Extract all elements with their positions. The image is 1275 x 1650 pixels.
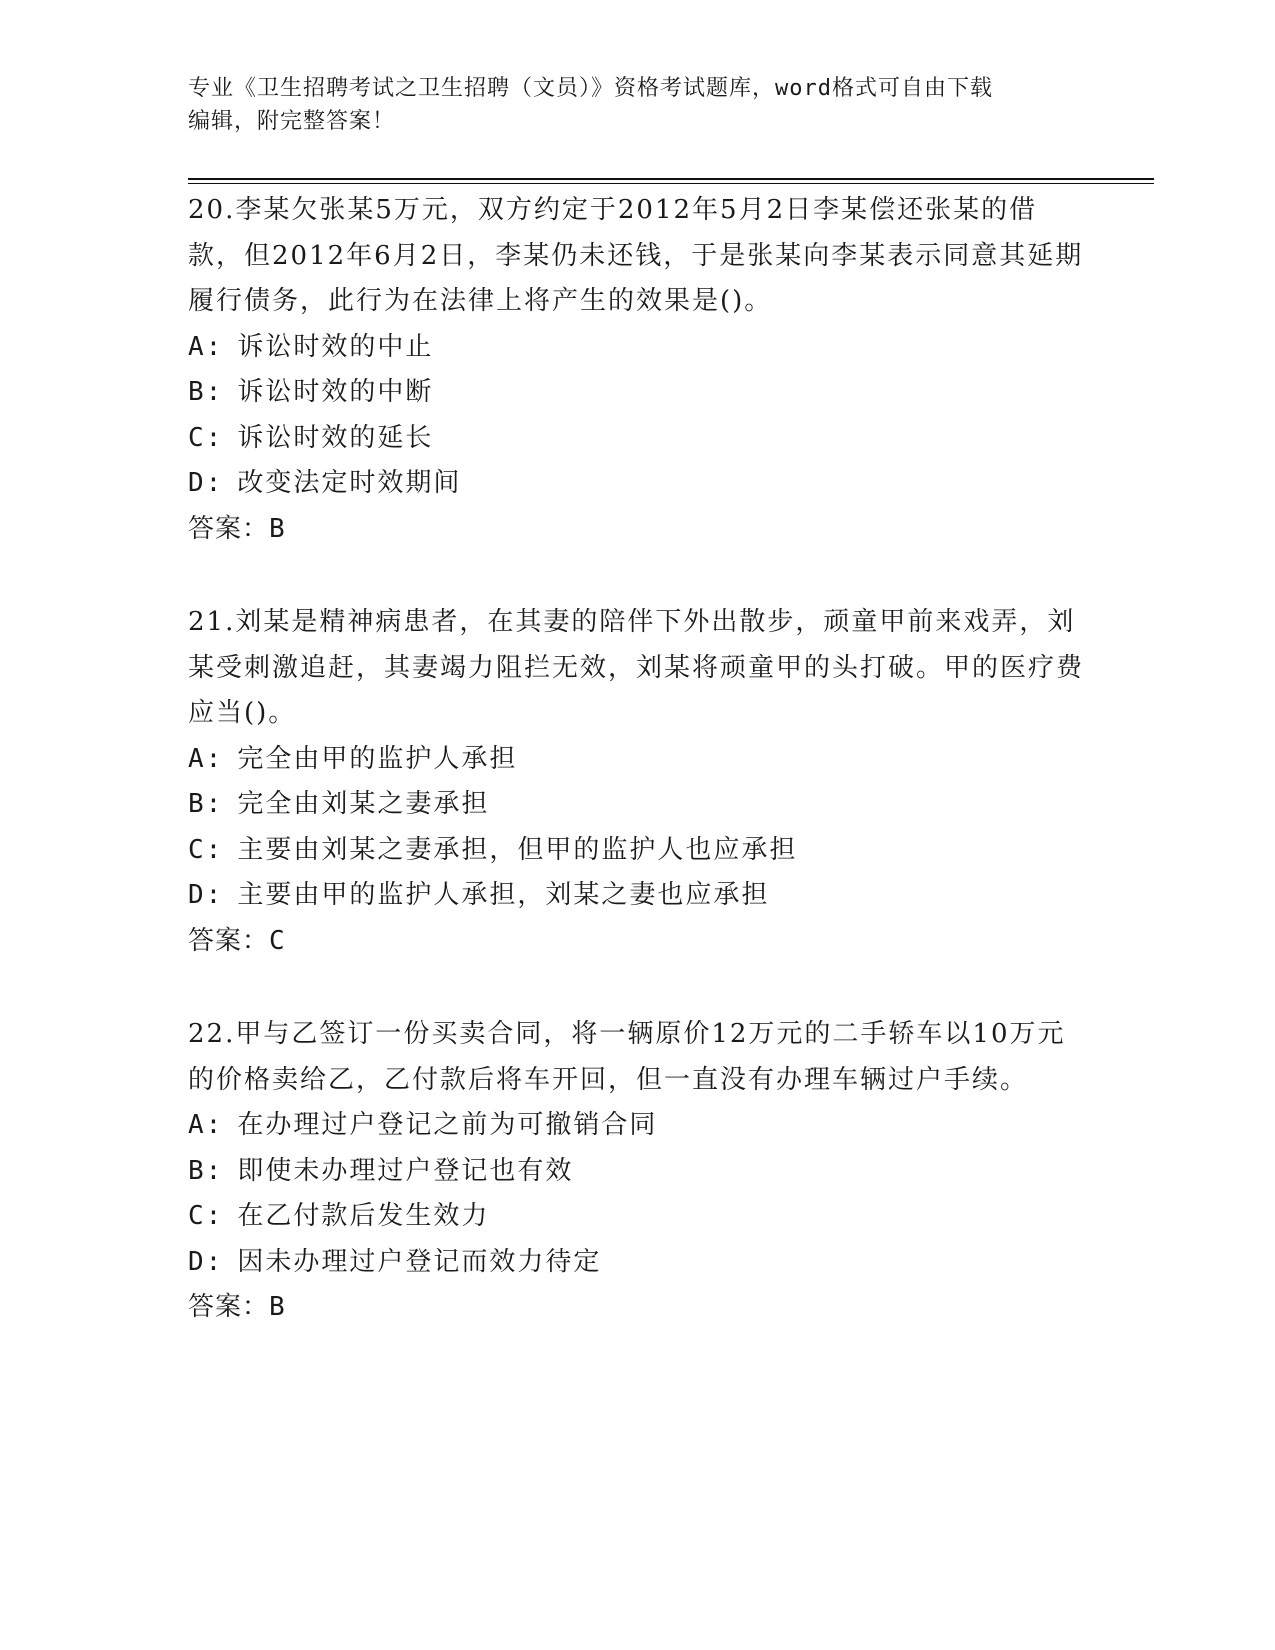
option-c (188, 416, 1088, 462)
option-text: 诉讼时效的中断 (237, 377, 434, 407)
question-list (188, 188, 1088, 1379)
answer-value: C (269, 925, 286, 956)
header-divider-thick (188, 178, 1154, 180)
option-key: A: (188, 743, 224, 774)
option-text: 主要由甲的监护人承担，刘某之妻也应承担 (237, 880, 770, 910)
option-key: D: (188, 880, 224, 910)
document-header (188, 72, 1088, 138)
option-b (188, 1149, 1088, 1195)
question-21 (188, 600, 1088, 964)
header-title-line1: 专业《卫生招聘考试之卫生招聘（文员）》资格考试题库，word格式可自由下载 (188, 76, 993, 101)
option-text: 完全由甲的监护人承担 (237, 743, 518, 774)
option-key: B: (188, 789, 224, 819)
question-stem: 22.甲与乙签订一份买卖合同，将一辆原价12万元的二手轿车以10万元的价格卖给乙，乙付款后将车开回，但一直没有办理车辆过户手续。 (188, 1019, 1066, 1095)
option-key: C: (188, 422, 224, 453)
option-a (188, 1103, 1088, 1149)
answer-label: 答案： (188, 1292, 270, 1322)
option-key: D: (188, 1246, 224, 1277)
option-text: 在办理过户登记之前为可撤销合同 (237, 1110, 658, 1140)
question-22 (188, 1012, 1088, 1331)
option-text: 改变法定时效期间 (237, 468, 462, 498)
option-a (188, 325, 1088, 371)
option-text: 因未办理过户登记而效力待定 (237, 1246, 602, 1277)
header-title-line2: 编辑，附完整答案！ (188, 109, 396, 134)
header-divider-thin (188, 183, 1154, 184)
answer-line (188, 919, 1088, 965)
option-key: B: (188, 1155, 224, 1186)
answer-label: 答案： (188, 925, 270, 956)
option-a (188, 737, 1088, 783)
option-key: D: (188, 468, 224, 498)
question-20 (188, 188, 1088, 552)
answer-value: B (269, 1292, 286, 1322)
answer-line (188, 1285, 1088, 1331)
option-c (188, 1194, 1088, 1240)
option-key: A: (188, 331, 224, 362)
answer-line (188, 507, 1088, 553)
option-c (188, 828, 1088, 874)
option-b (188, 782, 1088, 828)
option-text: 即使未办理过户登记也有效 (237, 1155, 574, 1186)
question-stem: 20.李某欠张某5万元，双方约定于2012年5月2日李某偿还张某的借款，但2012年6月2日，李某仍未还钱，于是张某向李某表示同意其延期履行债务，此行为在法律上将产生的效果是()。 (188, 195, 1084, 316)
option-key: C: (188, 834, 224, 865)
option-d (188, 1240, 1088, 1286)
option-key: C: (188, 1201, 224, 1231)
option-key: A: (188, 1110, 224, 1140)
option-text: 诉讼时效的中止 (237, 331, 434, 362)
question-stem: 21.刘某是精神病患者，在其妻的陪伴下外出散步，顽童甲前来戏弄，刘某受刺激追赶，其妻竭力阻拦无效，刘某将顽童甲的头打破。甲的医疗费应当()。 (188, 607, 1085, 728)
option-d (188, 873, 1088, 919)
option-text: 诉讼时效的延长 (237, 422, 434, 453)
option-text: 在乙付款后发生效力 (237, 1201, 490, 1231)
answer-label: 答案： (188, 513, 270, 544)
option-d (188, 461, 1088, 507)
option-b (188, 370, 1088, 416)
option-text: 完全由刘某之妻承担 (237, 789, 490, 819)
option-text: 主要由刘某之妻承担，但甲的监护人也应承担 (237, 834, 798, 865)
answer-value: B (269, 513, 286, 544)
option-key: B: (188, 377, 224, 407)
